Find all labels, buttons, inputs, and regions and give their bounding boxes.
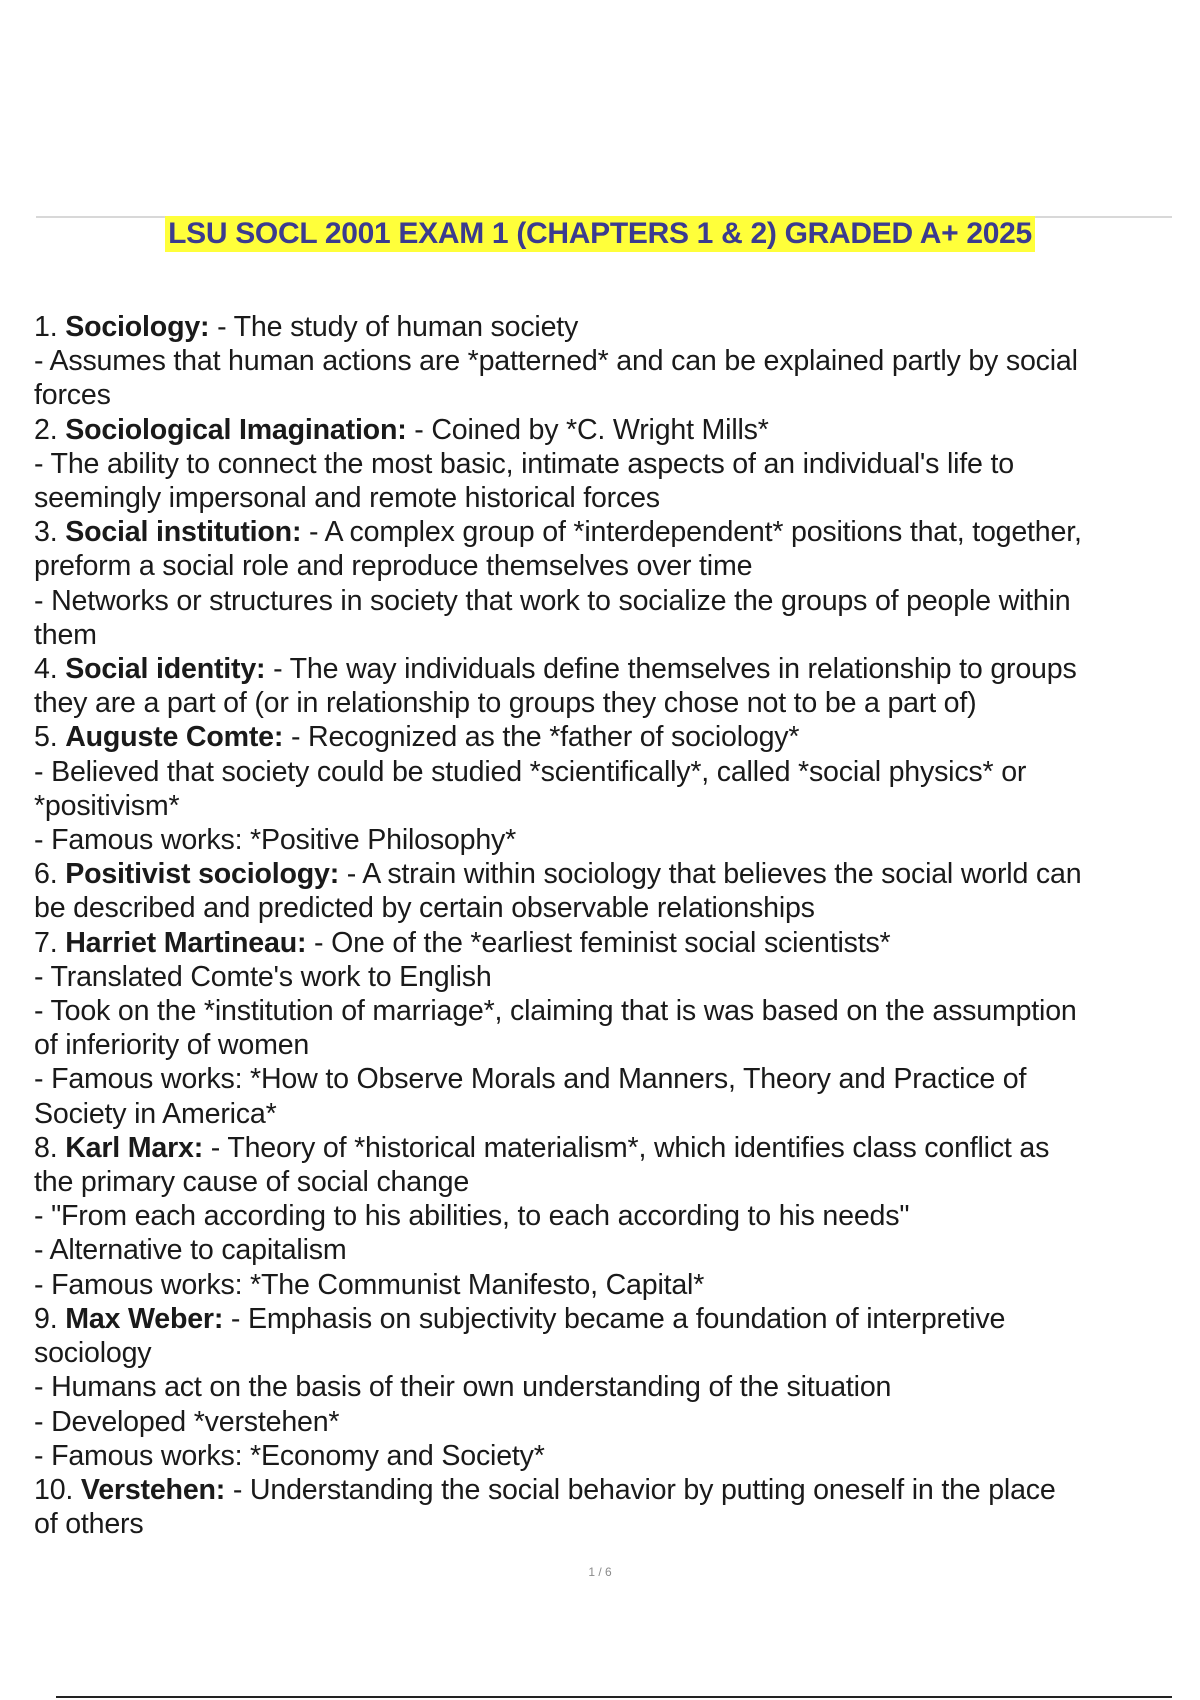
term-label: Karl Marx: [65, 1131, 204, 1164]
line-text: - Emphasis on subjectivity became a foundation of interpretive [223, 1302, 1006, 1335]
line-text: the primary cause of social change [34, 1166, 470, 1199]
line-text: - Understanding the social behavior by putting oneself in the place [225, 1473, 1056, 1506]
term-label: Sociological Imagination: [65, 413, 407, 446]
detail-line [34, 1233, 1174, 1267]
line-text: preform a social role and reproduce themselves over time [34, 550, 753, 583]
detail-line [34, 960, 1174, 994]
term-label: Positivist sociology: [65, 858, 340, 891]
line-text: sociology [34, 1337, 152, 1370]
line-text: - The ability to connect the most basic, intimate aspects of an individual's life to [34, 447, 1014, 480]
detail-line [34, 481, 1174, 515]
term-entry-line [34, 720, 1174, 754]
term-label: Max Weber: [65, 1302, 224, 1335]
document-title: LSU SOCL 2001 EXAM 1 (CHAPTERS 1 & 2) GRADED A+ 2025 [165, 216, 1035, 252]
term-entry-line [34, 1473, 1174, 1507]
page-number: 1 / 6 [588, 1565, 612, 1579]
detail-line [34, 618, 1174, 652]
term-entry-line [34, 413, 1174, 447]
bottom-divider [56, 1696, 1172, 1698]
line-text: - Developed *verstehen* [34, 1405, 340, 1438]
detail-line [34, 344, 1174, 378]
term-entry-line [34, 652, 1174, 686]
detail-line [34, 1165, 1174, 1199]
term-entry-line [34, 1131, 1174, 1165]
line-text: they are a part of (or in relationship to groups they chose not to be a part of) [34, 687, 977, 720]
line-text: - The study of human society [209, 311, 579, 343]
detail-line [34, 1370, 1174, 1404]
detail-line [34, 686, 1174, 720]
line-text: - A complex group of *interdependent* positions that, together, [301, 516, 1082, 549]
line-text: - Took on the *institution of marriage*, claiming that is was based on the assumption [34, 995, 1077, 1028]
term-label: Social identity: [65, 653, 266, 686]
term-label: Auguste Comte: [65, 721, 284, 754]
line-text: - "From each according to his abilities, to each according to his needs" [34, 1200, 910, 1233]
term-entry-line [34, 310, 1174, 344]
line-text: - Famous works: *Positive Philosophy* [34, 824, 517, 857]
line-text: - Recognized as the *father of sociology* [283, 721, 800, 754]
line-text: Society in America* [34, 1097, 277, 1130]
entry-number: 6. [34, 858, 66, 891]
term-label: Verstehen: [80, 1473, 226, 1506]
line-text: - Networks or structures in society that work to socialize the groups of people within [34, 584, 1071, 617]
detail-line [34, 891, 1174, 925]
title-container [0, 216, 1200, 252]
detail-line [34, 378, 1174, 412]
line-text: *positivism* [34, 789, 180, 822]
term-entry-line [34, 926, 1174, 960]
line-text: - Alternative to capitalism [34, 1234, 347, 1267]
entry-number: 4. [34, 653, 66, 686]
entry-number: 5. [34, 721, 66, 754]
term-entry-line [34, 515, 1174, 549]
detail-line [34, 1405, 1174, 1439]
entry-number: 9. [34, 1302, 66, 1335]
line-text: - One of the *earliest feminist social scientists* [306, 926, 891, 959]
detail-line [34, 755, 1174, 789]
term-label: Social institution: [65, 516, 302, 549]
line-text: - Coined by *C. Wright Mills* [406, 413, 769, 446]
detail-line [34, 1439, 1174, 1473]
detail-line [34, 1199, 1174, 1233]
detail-line [34, 1097, 1174, 1131]
detail-line [34, 789, 1174, 823]
detail-line [34, 1062, 1174, 1096]
line-text: seemingly impersonal and remote historical forces [34, 482, 660, 515]
line-text: - Translated Comte's work to English [34, 960, 492, 993]
entry-number: 1. [34, 311, 66, 343]
detail-line [34, 584, 1174, 618]
entry-number: 8. [34, 1131, 66, 1164]
line-text: them [34, 618, 97, 651]
entry-number: 10. [34, 1473, 81, 1506]
detail-line [34, 823, 1174, 857]
detail-line [34, 1028, 1174, 1062]
term-label: Harriet Martineau: [65, 926, 307, 959]
entry-number: 3. [34, 516, 66, 549]
line-text: - Theory of *historical materialism*, which identifies class conflict as [203, 1131, 1050, 1164]
detail-line [34, 1268, 1174, 1302]
line-text: - The way individuals define themselves in relationship to groups [265, 653, 1077, 686]
detail-line [34, 549, 1174, 583]
detail-line [34, 994, 1174, 1028]
line-text: of others [34, 1508, 144, 1541]
term-label: Sociology: [65, 311, 210, 343]
term-entry-line [34, 1302, 1174, 1336]
line-text: of inferiority of women [34, 1029, 310, 1062]
line-text: - Assumes that human actions are *patterned* and can be explained partly by social [34, 345, 1078, 378]
entry-number: 2. [34, 413, 66, 446]
detail-line [34, 1336, 1174, 1370]
study-content [34, 310, 1174, 1541]
line-text: - Believed that society could be studied *scientifically*, called *social physics* or [34, 755, 1027, 788]
detail-line [34, 447, 1174, 481]
line-text: - Famous works: *The Communist Manifesto, Capital* [34, 1268, 705, 1301]
line-text: - Humans act on the basis of their own understanding of the situation [34, 1371, 892, 1404]
term-entry-line [34, 857, 1174, 891]
entry-number: 7. [34, 926, 66, 959]
line-text: - Famous works: *How to Observe Morals and Manners, Theory and Practice of [34, 1063, 1027, 1096]
detail-line [34, 1507, 1174, 1541]
line-text: be described and predicted by certain observable relationships [34, 892, 815, 925]
line-text: forces [34, 379, 111, 412]
line-text: - A strain within sociology that believes the social world can [339, 858, 1082, 891]
line-text: - Famous works: *Economy and Society* [34, 1439, 545, 1472]
